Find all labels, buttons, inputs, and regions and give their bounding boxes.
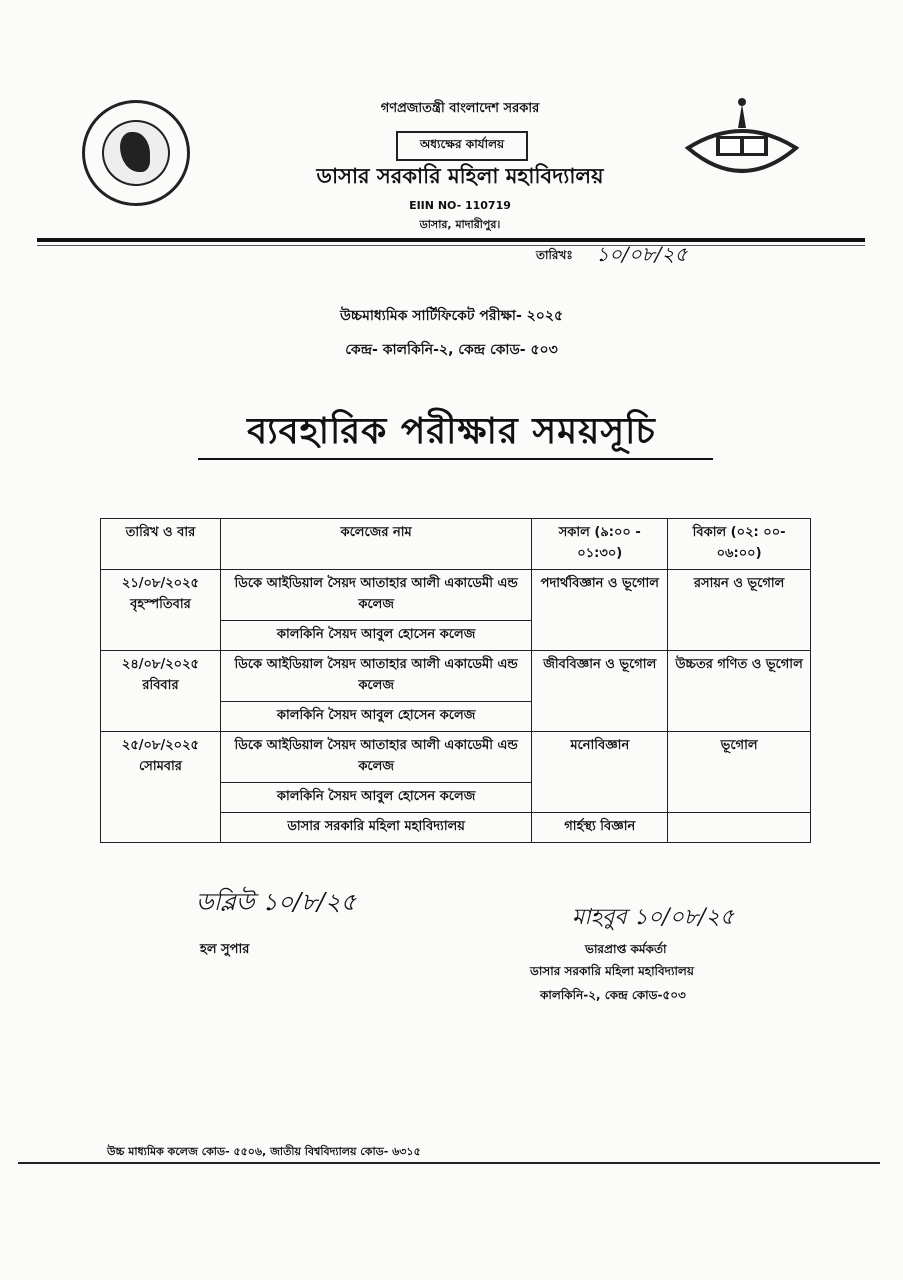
morning-subject: পদার্থবিজ্ঞান ও ভূগোল (532, 570, 668, 651)
date-text: ২১/০৮/২০২৫ (121, 576, 199, 591)
college-cell: কালকিনি সৈয়দ আবুল হোসেন কলেজ (220, 702, 531, 732)
eiin-number: EIIN NO- 110719 (409, 199, 511, 212)
afternoon-subject: রসায়ন ও ভূগোল (668, 570, 811, 651)
schedule-table (100, 518, 811, 843)
officer-college: ডাসার সরকারি মহিলা মহাবিদ্যালয় (530, 964, 694, 978)
government-seal-logo (82, 100, 190, 206)
header-divider-thin (37, 245, 865, 246)
date-cell (101, 570, 221, 651)
exam-center: কেন্দ্র- কালকিনি-২, কেন্দ্র কোড- ৫০৩ (345, 342, 558, 358)
page-title: ব্যবহারিক পরীক্ষার সময়সূচি (247, 411, 656, 452)
officer-signature: মাহবুব ১০/০৮/২৫ (572, 905, 735, 930)
college-address: ডাসার, মাদারীপুর। (419, 218, 501, 231)
day-text: সোমবার (138, 759, 182, 774)
header-divider (37, 238, 865, 242)
office-name-box: অধ্যক্ষের কার্যালয় (396, 131, 528, 161)
hall-super-label: হল সুপার (200, 942, 250, 957)
header-college: কলেজের নাম (220, 519, 531, 570)
morning-subject: গার্হস্থ্য বিজ্ঞান (532, 813, 668, 843)
date-text: ২৪/০৮/২০২৫ (121, 657, 199, 672)
table-row (101, 732, 811, 783)
college-cell: ডাসার সরকারি মহিলা মহাবিদ্যালয় (220, 813, 531, 843)
college-cell: কালকিনি সৈয়দ আবুল হোসেন কলেজ (220, 621, 531, 651)
college-cell: ডিকে আইডিয়াল সৈয়দ আতাহার আলী একাডেমী এন্ড কলেজ (220, 570, 531, 621)
title-underline (198, 458, 713, 460)
hall-super-signature: ডব্লিউ ১০/৮/২৫ (196, 888, 357, 916)
day-text: রবিবার (142, 678, 179, 693)
date-text: ২৫/০৮/২০২৫ (121, 738, 199, 753)
afternoon-subject: ভূগোল (668, 732, 811, 813)
government-name: গণপ্রজাতন্ত্রী বাংলাদেশ সরকার (380, 101, 540, 116)
footer-codes: উচ্চ মাধ্যমিক কলেজ কোড- ৫৫০৬, জাতীয় বিশ্ববিদ্যালয় কোড- ৬৩১৫ (107, 1145, 421, 1158)
header-afternoon: বিকাল (০২: ০০- ০৬:০০) (668, 519, 811, 570)
header-morning: সকাল (৯:০০ - ০১:৩০) (532, 519, 668, 570)
morning-subject: জীববিজ্ঞান ও ভূগোল (532, 651, 668, 732)
day-text: বৃহস্পতিবার (130, 597, 191, 612)
header-date: তারিখ ও বার (101, 519, 221, 570)
college-cell: ডিকে আইডিয়াল সৈয়দ আতাহার আলী একাডেমী এন্ড কলেজ (220, 732, 531, 783)
officer-center: কালকিনি-২, কেন্দ্র কোড-৫০৩ (540, 988, 686, 1002)
date-cell (101, 651, 221, 732)
table-row (101, 651, 811, 702)
footer-divider (18, 1162, 880, 1164)
college-cell: কালকিনি সৈয়দ আবুল হোসেন কলেজ (220, 783, 531, 813)
date-label: তারিখঃ (536, 248, 573, 262)
officer-title: ভারপ্রাপ্ত কর্মকর্তা (585, 942, 667, 956)
morning-subject: মনোবিজ্ঞান (532, 732, 668, 813)
afternoon-subject (668, 813, 811, 843)
college-cell: ডিকে আইডিয়াল সৈয়দ আতাহার আলী একাডেমী এন্ড কলেজ (220, 651, 531, 702)
table-row (101, 570, 811, 621)
exam-name: উচ্চমাধ্যমিক সার্টিফিকেট পরীক্ষা- ২০২৫ (339, 308, 564, 324)
date-cell (101, 732, 221, 843)
table-header-row (101, 519, 811, 570)
college-name: ডাসার সরকারি মহিলা মহাবিদ্যালয় (316, 164, 604, 188)
date-value: ১০/০৮/২৫ (596, 242, 688, 266)
afternoon-subject: উচ্চতর গণিত ও ভূগোল (668, 651, 811, 732)
